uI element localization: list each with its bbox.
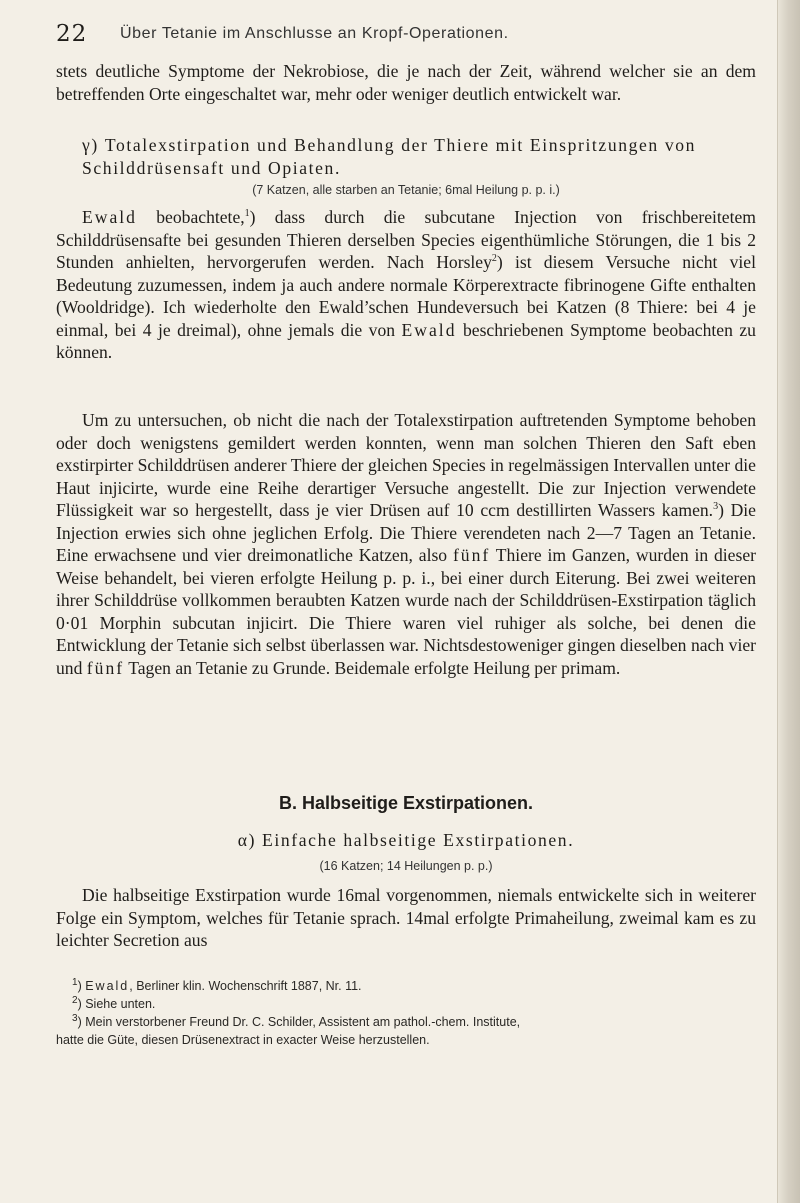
footnote-3-continuation: hatte die Güte, diesen Drüsenextract in exacter Weise herzustellen. bbox=[56, 1033, 430, 1047]
paragraph-text: ) Die Injection erwies sich ohne jeglichen Erfolg. Die Thiere verendeten nach 2—7 Tagen an Tetanie. Eine erwachsene und vier dreimonatliche Katzen, also bbox=[56, 500, 756, 565]
book-page-edge bbox=[777, 0, 800, 1203]
paragraph-text: ) dass durch die subcutane Injection von frischbereitetem Schilddrüsensafte bei gesunden Thieren derselben Species eigenthümliche Störungen, die 1 bis 2 Stunden anhielten, hervorgerufen werden. Nach Horsley bbox=[56, 207, 756, 272]
running-title: Über Tetanie im Anschlusse an Kropf-Operationen. bbox=[120, 25, 509, 42]
footnote-ref: 1 bbox=[244, 208, 250, 220]
footnote-ref: 2 bbox=[491, 253, 497, 265]
footnote-2: $^2$) Siehe unten. bbox=[72, 994, 156, 1011]
emphasis: fünf bbox=[86, 657, 125, 678]
footnote-author: Ewald bbox=[85, 979, 130, 993]
author-name: Ewald bbox=[82, 207, 137, 227]
footnote-ref: 3 bbox=[713, 501, 719, 513]
paragraph-text: Thiere im Ganzen, wurden in dieser Weise behandelt, bei vieren erfolgte Heilung p. p. i., bei einer durch Eiterung. Bei zwei weiteren ihrer Schilddrüse vollkommen beraubten Katzen wurde nach der Schilddrüsen-Exstirpation täglich 0·01 Morphin subcutan injicirt. Die Thiere waren viel ruhiger als solche, bei denen die Entwicklung der Tetanie sich selbst überlassen war. Nichtsdestoweniger gingen dieselben nach vier und bbox=[56, 545, 756, 678]
footnotes bbox=[56, 977, 756, 1049]
section-gamma-subtitle: (7 Katzen, alle starben an Tetanie; 6mal Heilung p. p. i.) bbox=[252, 183, 560, 197]
paragraph-experiments bbox=[56, 409, 756, 679]
footnote-mark: 2 bbox=[72, 994, 78, 1006]
page-header bbox=[56, 21, 756, 51]
emphasis: fünf bbox=[452, 545, 491, 565]
subsection-alpha-note: (16 Katzen; 14 Heilungen p. p.) bbox=[319, 859, 493, 873]
subsection-alpha-title: α) Einfache halbseitige Exstirpationen. bbox=[237, 830, 575, 850]
paragraph-text: beobachtete, bbox=[136, 207, 245, 227]
footnote-text: , Berliner klin. Wochenschrift 1887, Nr. 11. bbox=[129, 979, 362, 993]
author-name: Ewald bbox=[401, 319, 457, 340]
paragraph-text: Tagen an Tetanie zu Grunde. Beidemale erfolgte Heilung per primam. bbox=[124, 657, 621, 678]
footnote-text: Siehe unten. bbox=[85, 997, 156, 1011]
paragraph-text: ) ist diesem Versuche nicht viel Bedeutung zuzumessen, indem ja auch andere normale Körperextracte fibrinogene Gifte enthalten (Wooldridge). Ich wiederholte den Ewald’schen Hundeversuch bei Katzen (8 Thiere: bei 4 je einmal, bei 4 je dreimal), ohne jemals die von bbox=[56, 252, 756, 340]
footnote-mark: 1 bbox=[72, 976, 78, 988]
paragraph-intro: stets deutliche Symptome der Nekrobiose, die je nach der Zeit, während welcher sie an dem betreffenden Orte eingeschaltet war, mehr oder weniger deutlich entwickelt war. bbox=[56, 61, 756, 104]
paragraph-ewald bbox=[56, 206, 756, 364]
page-number: 22 bbox=[56, 21, 88, 47]
footnote-1: $^1$) Ewald, Berliner klin. Wochenschrift 1887, Nr. 11. bbox=[72, 976, 362, 993]
footnote-mark: 3 bbox=[72, 1012, 78, 1024]
section-gamma-title: γ) Totalexstirpation und Behandlung der Thiere mit Einspritzungen von Schilddrüsensaft und Opiaten. bbox=[82, 135, 697, 178]
paragraph-halbseitig: Die halbseitige Exstirpation wurde 16mal vorgenommen, niemals entwickelte sich in weiterer Folge ein Symptom, welches für Tetanie sprach. 14mal erfolgte Primaheilung, zweimal kam es zu leichter Secretion aus bbox=[56, 885, 756, 950]
footnote-text: Mein verstorbener Freund Dr. C. Schilder, Assistent am pathol.-chem. Institute, bbox=[85, 1015, 521, 1029]
part-b-title: B. Halbseitige Exstirpationen. bbox=[278, 793, 534, 813]
paragraph-text: beschriebenen Symptome beobachten zu können. bbox=[56, 319, 756, 362]
footnote-3: $^3$) Mein verstorbener Freund Dr. C. Schilder, Assistent am pathol.-chem. Institute, bbox=[72, 1012, 521, 1029]
paragraph-text: Um zu untersuchen, ob nicht die nach der Totalexstirpation auftretenden Symptome behoben oder doch wenigstens gemildert werden konnten, wenn man solchen Thieren den Saft eben exstirpirter Schilddrüsen anderer Thiere der gleichen Species in regelmässigen Intervallen unter die Haut injicirte, wurde eine Reihe derartiger Versuche angestellt. Die zur Injection verwendete Flüssigkeit war so hergestellt, dass je vier Drüsen auf 10 ccm destillirten Wassers kamen. bbox=[56, 410, 756, 520]
